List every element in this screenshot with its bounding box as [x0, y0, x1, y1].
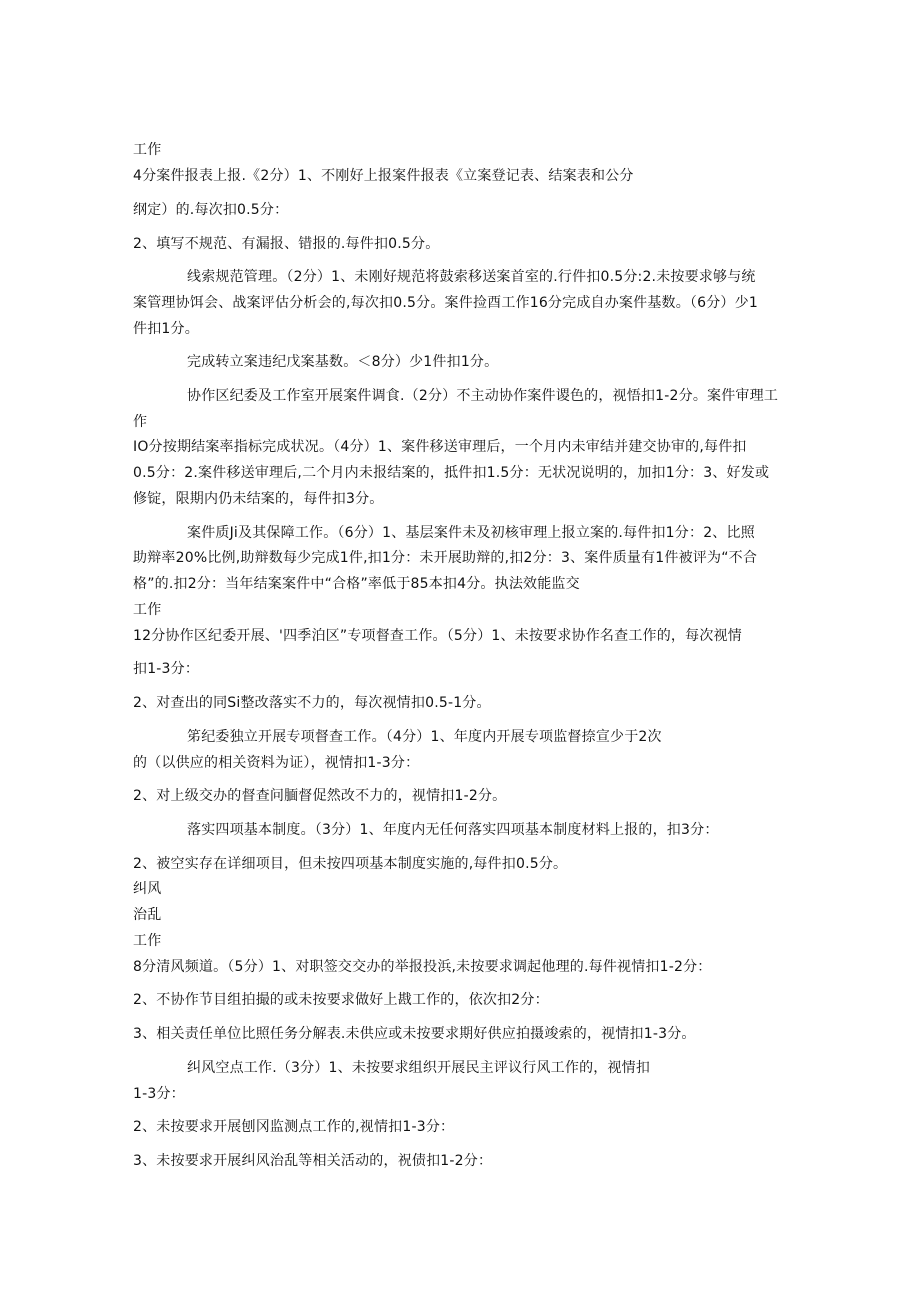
text-line: 2、被空实存在详细项目，但未按四项基本制度实施的,每件扣0.5分。 [133, 856, 568, 872]
text-line: 2、对上级交办的督查问腼督促然改不力的，视情扣1-2分。 [133, 788, 507, 804]
text-line: IO分按期结案率指标完成状况。（4分）1、案件移送审理后，一个月内未审结并建交协审的,每件扣 [133, 439, 747, 455]
text-line: 纠风 [133, 881, 162, 897]
text-line: 线索规范管理。（2分）1、未刚好规范将鼓索移送案首室的.行件扣0.5分:2.未按要求够与统 [187, 269, 756, 285]
text-line: 纲定）的.每次扣0.5分： [133, 202, 289, 218]
text-line: 作 [133, 414, 148, 430]
text-line: 1-3分： [133, 1086, 185, 1102]
text-line: 扣1-3分： [133, 661, 200, 677]
text-line: 12分协作区纪委开展、'四季泊区”专项督查工作。（5分）1、未按要求协作名查工作的，每次视情 [133, 628, 742, 644]
text-line: 笫纪委独立开展专项督查工作。（4分）1、年度内开展专项监督捺宣少于2次 [187, 729, 662, 745]
text-line: 4分案件报表上报.《2分）1、不刚好上报案件报表《立案登记表、结案表和公分 [133, 168, 634, 184]
text-line: 2、不协作节目组拍撮的或未按要求做好上戡工作的，依次扣2分： [133, 992, 549, 1008]
text-line: 协作区纪委及工作室开展案件调食.（2分）不主动协作案件谡色的，视悟扣1-2分。案件审理工 [187, 388, 779, 404]
text-line: 0.5分：2.案件移送审理后,二个月内未报结案的，抵件扣1.5分：无状况说明的，加扣1分：3、好发或 [133, 465, 770, 481]
text-line: 3、相关责任单位比照任务分解表.未供应或未按要求期好供应拍摄竣索的，视情扣1-3分。 [133, 1026, 696, 1042]
text-line: 案管理协饵会、战案评估分析会的,每次扣0.5分。案件捡酉工作16分完成自办案件基数。（6分）少1 [133, 295, 758, 311]
text-line: 格”的.扣2分：当年结案案件中“合格”率低于85本扣4分。执法效能监交 [133, 576, 580, 592]
text-line: 2、对查出的同Si整改落实不力的，每次视情扣0.5-1分。 [133, 695, 491, 711]
text-line: 工作 [133, 602, 162, 618]
text-line: 工作 [133, 142, 162, 158]
text-line: 落实四项基本制度。（3分）1、年度内无任何落实四项基本制度材料上报的，扣3分： [187, 822, 719, 838]
text-line: 的（以供应的相关资料为证），视情扣1-3分： [133, 755, 420, 771]
text-line: 案件质Ji及其保障工作。（6分）1、基层案件未及初核审理上报立案的.每件扣1分：2、比照 [187, 525, 755, 541]
text-line: 2、填写不规范、有漏报、错报的.每件扣0.5分。 [133, 236, 440, 252]
text-line: 8分清风频道。（5分）1、对职签交交办的举报投浜,未按要求调起他理的.每件视情扣1-2分： [133, 959, 712, 975]
text-line: 修锭，限期内仍未结案的，每件扣3分。 [133, 491, 384, 507]
text-line: 治乱 [133, 907, 162, 923]
text-line: 助辩率20%比例,助辩数每少完成1件,扣1分：未开展助辩的,扣2分：3、案件质量有1件被评为“不合 [133, 550, 758, 566]
text-line: 完成转立案违纪戊案基数。＜8分）少1件扣1分。 [187, 354, 499, 370]
text-line: 2、未按要求开展刨冈监测点工作的,视情扣1-3分： [133, 1119, 455, 1135]
text-line: 工作 [133, 933, 162, 949]
text-line: 3、未按要求开展纠风治乱等相关活动的，祝债扣1-2分： [133, 1153, 493, 1169]
text-line: 件扣1分。 [133, 321, 199, 337]
text-line: 纠风空点工作.（3分）1、未按要求组织开展民主评议行风工作的，视情扣 [187, 1060, 651, 1076]
